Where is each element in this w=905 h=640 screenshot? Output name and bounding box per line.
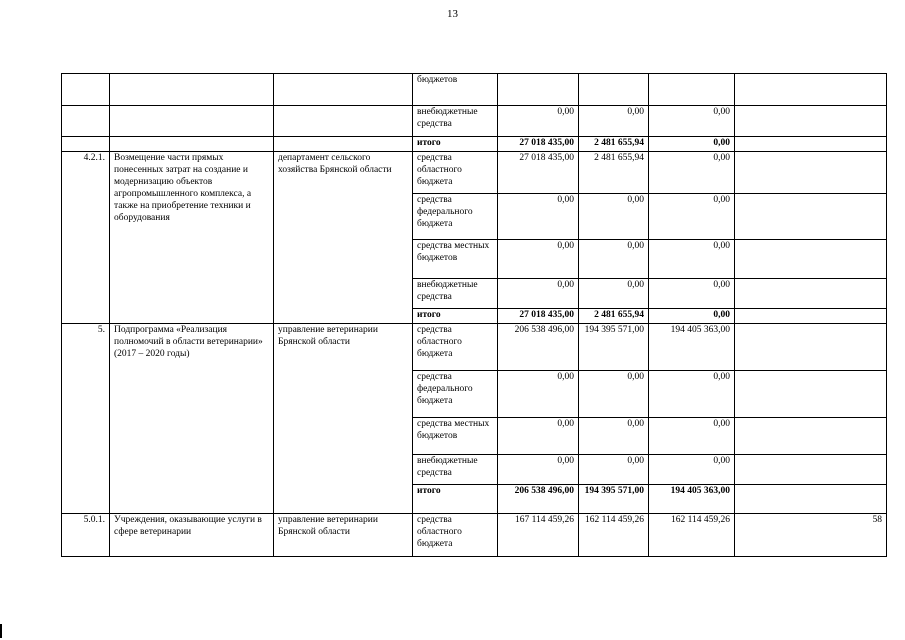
budget-table xyxy=(61,73,887,557)
value-col-2: 194 395 571,00 xyxy=(579,485,649,514)
extra-col xyxy=(735,309,887,324)
extra-col xyxy=(735,324,887,371)
funding-source: итого xyxy=(413,485,498,514)
executor xyxy=(274,106,413,137)
extra-col xyxy=(735,152,887,194)
value-col-3: 162 114 459,26 xyxy=(649,514,735,557)
value-col-3: 0,00 xyxy=(649,194,735,240)
funding-source: бюджетов xyxy=(413,74,498,106)
value-col-1 xyxy=(498,74,579,106)
funding-source: средства федерального бюджета xyxy=(413,194,498,240)
funding-source: средства областного бюджета xyxy=(413,324,498,371)
value-col-2: 0,00 xyxy=(579,279,649,309)
executor: управление ветеринарии Брянской области xyxy=(274,514,413,557)
value-col-1: 27 018 435,00 xyxy=(498,309,579,324)
value-col-2 xyxy=(579,74,649,106)
value-col-1: 206 538 496,00 xyxy=(498,485,579,514)
table-row xyxy=(62,514,887,557)
table-row-total xyxy=(62,137,887,152)
funding-source: средства областного бюджета xyxy=(413,514,498,557)
value-col-3: 0,00 xyxy=(649,418,735,455)
activity-name: Возмещение части прямых понесенных затрат на создание и модернизацию объектов агропромышленного комплекса, а также на приобретение техники и оборудования xyxy=(110,152,274,324)
value-col-1: 0,00 xyxy=(498,279,579,309)
row-index xyxy=(62,74,110,106)
table-row xyxy=(62,106,887,137)
activity-name xyxy=(110,106,274,137)
value-col-1: 206 538 496,00 xyxy=(498,324,579,371)
value-col-2: 0,00 xyxy=(579,455,649,485)
funding-source: итого xyxy=(413,137,498,152)
value-col-2: 0,00 xyxy=(579,194,649,240)
row-index: 4.2.1. xyxy=(62,152,110,324)
value-col-1: 0,00 xyxy=(498,418,579,455)
value-col-3: 0,00 xyxy=(649,152,735,194)
value-col-1: 0,00 xyxy=(498,194,579,240)
extra-col: 58 xyxy=(735,514,887,557)
extra-col xyxy=(735,194,887,240)
value-col-2: 0,00 xyxy=(579,240,649,279)
activity-name: Подпрограмма «Реализация полномочий в области ветеринарии» (2017 – 2020 годы) xyxy=(110,324,274,514)
funding-source: итого xyxy=(413,309,498,324)
page-number: 13 xyxy=(447,8,458,20)
extra-col xyxy=(735,279,887,309)
value-col-3: 0,00 xyxy=(649,240,735,279)
extra-col xyxy=(735,240,887,279)
funding-source: внебюджетные средства xyxy=(413,455,498,485)
value-col-2: 194 395 571,00 xyxy=(579,324,649,371)
value-col-3: 0,00 xyxy=(649,279,735,309)
table-row xyxy=(62,324,887,371)
row-index xyxy=(62,137,110,152)
value-col-3: 0,00 xyxy=(649,137,735,152)
extra-col xyxy=(735,455,887,485)
value-col-3 xyxy=(649,74,735,106)
value-col-3: 0,00 xyxy=(649,455,735,485)
value-col-3: 194 405 363,00 xyxy=(649,324,735,371)
activity-name xyxy=(110,137,274,152)
value-col-2: 2 481 655,94 xyxy=(579,309,649,324)
extra-col xyxy=(735,137,887,152)
value-col-2: 2 481 655,94 xyxy=(579,152,649,194)
executor: управление ветеринарии Брянской области xyxy=(274,324,413,514)
value-col-3: 0,00 xyxy=(649,371,735,418)
row-index: 5.0.1. xyxy=(62,514,110,557)
value-col-2: 162 114 459,26 xyxy=(579,514,649,557)
value-col-2: 0,00 xyxy=(579,371,649,418)
extra-col xyxy=(735,106,887,137)
value-col-3: 194 405 363,00 xyxy=(649,485,735,514)
extra-col xyxy=(735,418,887,455)
row-index xyxy=(62,106,110,137)
executor xyxy=(274,74,413,106)
table-row xyxy=(62,152,887,194)
value-col-1: 27 018 435,00 xyxy=(498,137,579,152)
value-col-1: 0,00 xyxy=(498,455,579,485)
value-col-2: 0,00 xyxy=(579,106,649,137)
value-col-3: 0,00 xyxy=(649,106,735,137)
value-col-1: 0,00 xyxy=(498,371,579,418)
scan-margin-mark xyxy=(0,624,2,638)
funding-source: внебюджетные средства xyxy=(413,279,498,309)
extra-col xyxy=(735,371,887,418)
value-col-3: 0,00 xyxy=(649,309,735,324)
activity-name: Учреждения, оказывающие услуги в сфере ветеринарии xyxy=(110,514,274,557)
extra-col xyxy=(735,485,887,514)
value-col-2: 0,00 xyxy=(579,418,649,455)
value-col-1: 0,00 xyxy=(498,106,579,137)
funding-source: средства местных бюджетов xyxy=(413,240,498,279)
value-col-2: 2 481 655,94 xyxy=(579,137,649,152)
row-index: 5. xyxy=(62,324,110,514)
funding-source: средства местных бюджетов xyxy=(413,418,498,455)
activity-name xyxy=(110,74,274,106)
executor: департамент сельского хозяйства Брянской области xyxy=(274,152,413,324)
table-row xyxy=(62,74,887,106)
extra-col xyxy=(735,74,887,106)
value-col-1: 27 018 435,00 xyxy=(498,152,579,194)
funding-source: средства областного бюджета xyxy=(413,152,498,194)
value-col-1: 167 114 459,26 xyxy=(498,514,579,557)
funding-source: внебюджетные средства xyxy=(413,106,498,137)
funding-source: средства федерального бюджета xyxy=(413,371,498,418)
value-col-1: 0,00 xyxy=(498,240,579,279)
executor xyxy=(274,137,413,152)
